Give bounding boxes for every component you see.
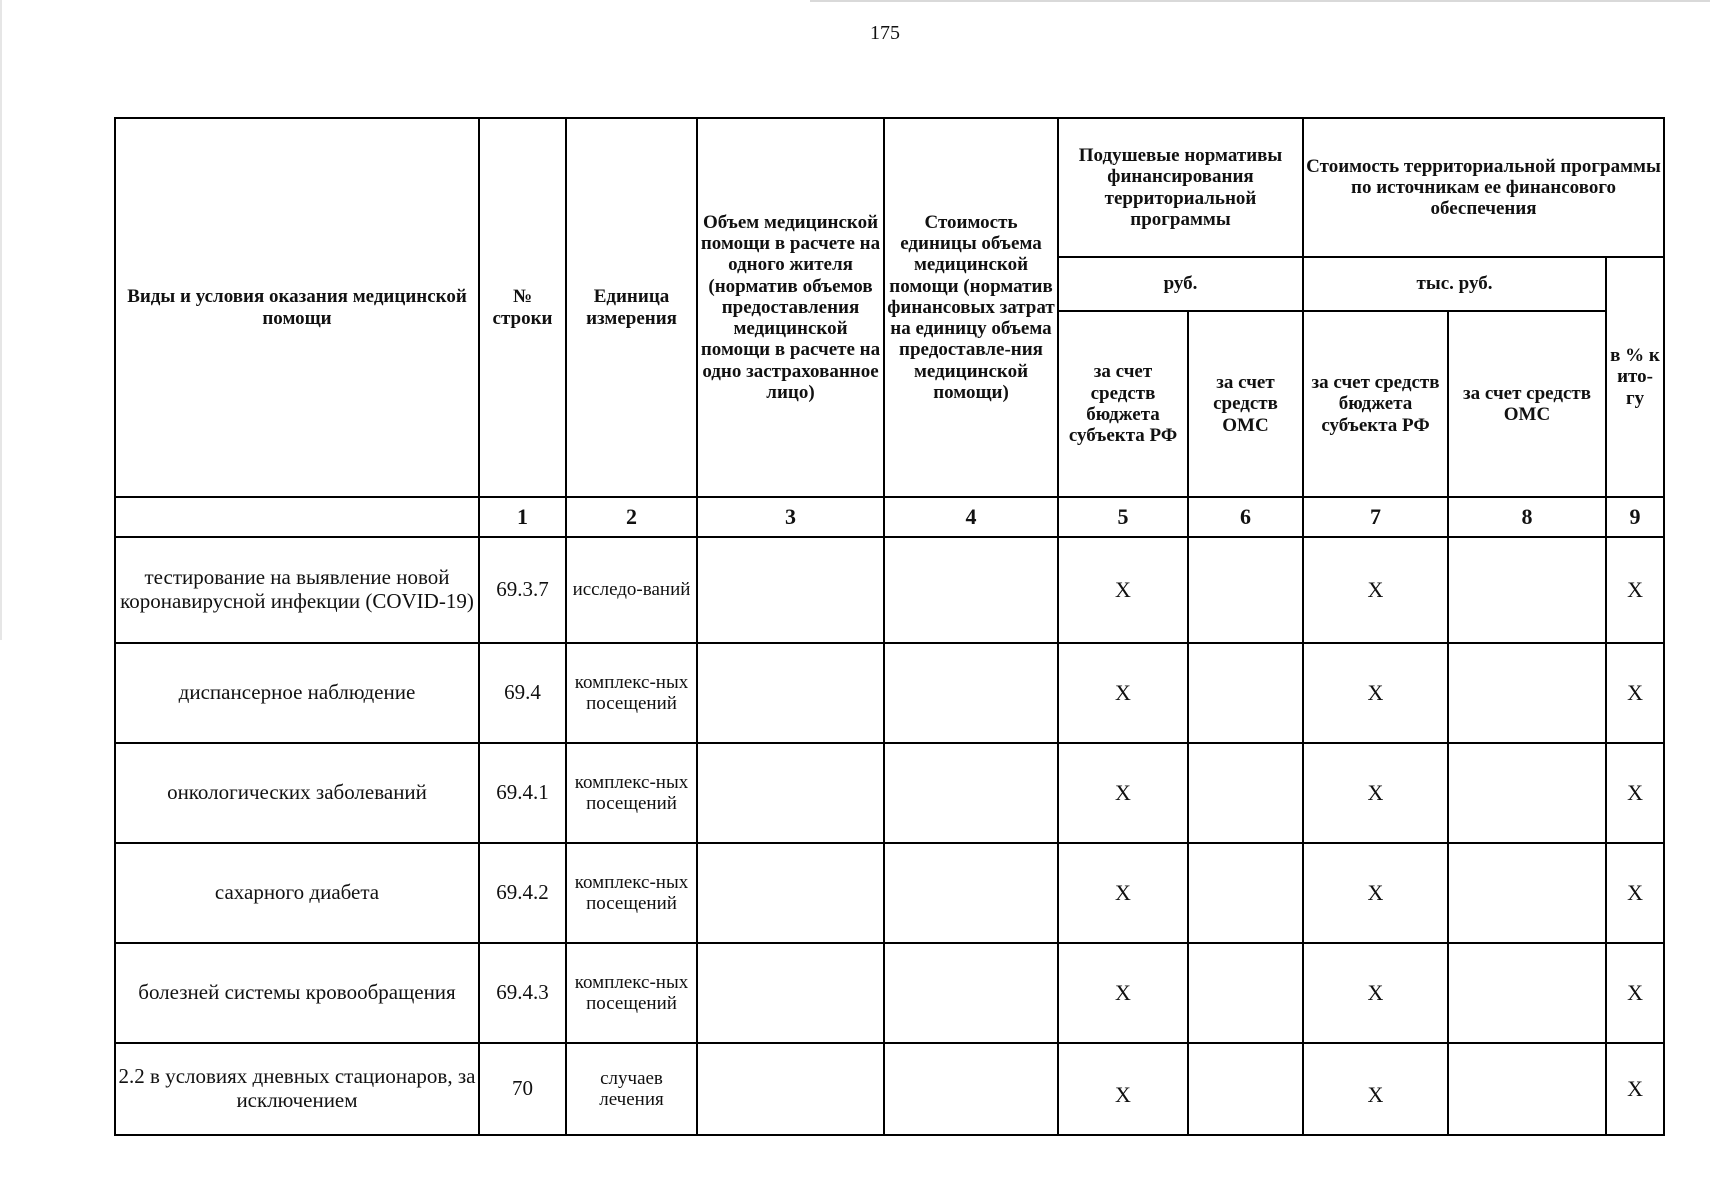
header-budget-7: за счет средств бюджета субъекта РФ	[1303, 311, 1448, 497]
cell-empty	[1188, 743, 1303, 843]
cell-x: Х	[1303, 643, 1448, 743]
cell-empty	[1188, 1043, 1303, 1135]
col-num-blank	[115, 497, 479, 537]
cell-x: Х	[1606, 743, 1664, 843]
scan-edge	[0, 0, 2, 640]
header-thous-rub: тыс. руб.	[1303, 257, 1606, 311]
cell-x: Х	[1606, 537, 1664, 643]
header-unit: Единица измерения	[566, 118, 697, 497]
cell-empty	[697, 537, 884, 643]
cell-empty	[1188, 537, 1303, 643]
row-name: 2.2 в условиях дневных стационаров, за исключением	[115, 1043, 479, 1135]
cell-x: Х	[1303, 537, 1448, 643]
cell-x: Х	[1606, 843, 1664, 943]
cell-empty	[884, 943, 1058, 1043]
row-line: 69.4	[479, 643, 566, 743]
table-row	[115, 537, 1664, 643]
col-num: 4	[884, 497, 1058, 537]
row-line: 70	[479, 1043, 566, 1135]
header-oms-8: за счет средств ОМС	[1448, 311, 1606, 497]
cell-empty	[1188, 943, 1303, 1043]
row-name: сахарного диабета	[115, 843, 479, 943]
header-rub: руб.	[1058, 257, 1303, 311]
col-num: 8	[1448, 497, 1606, 537]
col-num: 5	[1058, 497, 1188, 537]
row-name: диспансерное наблюдение	[115, 643, 479, 743]
cell-empty	[697, 943, 884, 1043]
col-num: 1	[479, 497, 566, 537]
cell-empty	[1448, 943, 1606, 1043]
col-num: 6	[1188, 497, 1303, 537]
cell-x: Х	[1606, 1043, 1664, 1135]
row-name: онкологических заболеваний	[115, 743, 479, 843]
cell-empty	[884, 537, 1058, 643]
cell-x: Х	[1058, 943, 1188, 1043]
header-percent: в % к ито-гу	[1606, 257, 1664, 497]
row-unit: комплекс-ных посещений	[566, 743, 697, 843]
cell-empty	[697, 643, 884, 743]
table-row	[115, 843, 1664, 943]
header-budget-5: за счет средств бюджета субъекта РФ	[1058, 311, 1188, 497]
row-unit: комплекс-ных посещений	[566, 643, 697, 743]
cell-x: Х	[1058, 537, 1188, 643]
cell-x: Х	[1058, 843, 1188, 943]
cell-x: Х	[1606, 643, 1664, 743]
cell-x: Х	[1058, 643, 1188, 743]
cell-empty	[1448, 1043, 1606, 1135]
cell-x: Х	[1058, 743, 1188, 843]
cell-empty	[1448, 643, 1606, 743]
col-num: 7	[1303, 497, 1448, 537]
row-line: 69.4.2	[479, 843, 566, 943]
cell-empty	[1448, 743, 1606, 843]
financing-table	[114, 117, 1665, 1136]
table-row	[115, 743, 1664, 843]
cell-empty	[884, 843, 1058, 943]
row-line: 69.3.7	[479, 537, 566, 643]
table-row	[115, 943, 1664, 1043]
col-num: 9	[1606, 497, 1664, 537]
table-row	[115, 643, 1664, 743]
cell-empty	[884, 1043, 1058, 1135]
cell-x: Х	[1303, 943, 1448, 1043]
row-unit: комплекс-ных посещений	[566, 843, 697, 943]
row-unit: исследо-ваний	[566, 537, 697, 643]
header-volume: Объем медицинской помощи в расчете на одного жителя (норматив объемов предоставления медицинской помощи в расчете на одно застрахованное лицо)	[697, 118, 884, 497]
header-program-cost: Стоимость территориальной программы по источникам ее финансового обеспечения	[1303, 118, 1664, 257]
cell-empty	[697, 1043, 884, 1135]
top-rule	[810, 0, 1710, 2]
header-cost: Стоимость единицы объема медицинской помощи (норматив финансовых затрат на единицу объема предоставле-ния медицинской помощи)	[884, 118, 1058, 497]
row-name: болезней системы кровообращения	[115, 943, 479, 1043]
cell-x: Х	[1606, 943, 1664, 1043]
table-row	[115, 1043, 1664, 1135]
col-num: 2	[566, 497, 697, 537]
cell-x: Х	[1303, 843, 1448, 943]
cell-empty	[1448, 537, 1606, 643]
header-per-capita: Подушевые нормативы финансирования территориальной программы	[1058, 118, 1303, 257]
row-unit: комплекс-ных посещений	[566, 943, 697, 1043]
cell-empty	[884, 643, 1058, 743]
row-line: 69.4.3	[479, 943, 566, 1043]
row-name: тестирование на выявление новой коронавирусной инфекции (COVID-19)	[115, 537, 479, 643]
cell-empty	[1448, 843, 1606, 943]
cell-empty	[697, 743, 884, 843]
header-oms-6: за счет средств ОМС	[1188, 311, 1303, 497]
row-unit: случаев лечения	[566, 1043, 697, 1135]
cell-x: Х	[1058, 1043, 1188, 1135]
cell-empty	[884, 743, 1058, 843]
cell-x: Х	[1303, 743, 1448, 843]
page-number: 175	[870, 22, 900, 44]
cell-empty	[1188, 643, 1303, 743]
header-types: Виды и условия оказания медицинской помощи	[115, 118, 479, 497]
header-line-no: № строки	[479, 118, 566, 497]
col-num: 3	[697, 497, 884, 537]
cell-x: Х	[1303, 1043, 1448, 1135]
cell-empty	[1188, 843, 1303, 943]
row-line: 69.4.1	[479, 743, 566, 843]
cell-empty	[697, 843, 884, 943]
